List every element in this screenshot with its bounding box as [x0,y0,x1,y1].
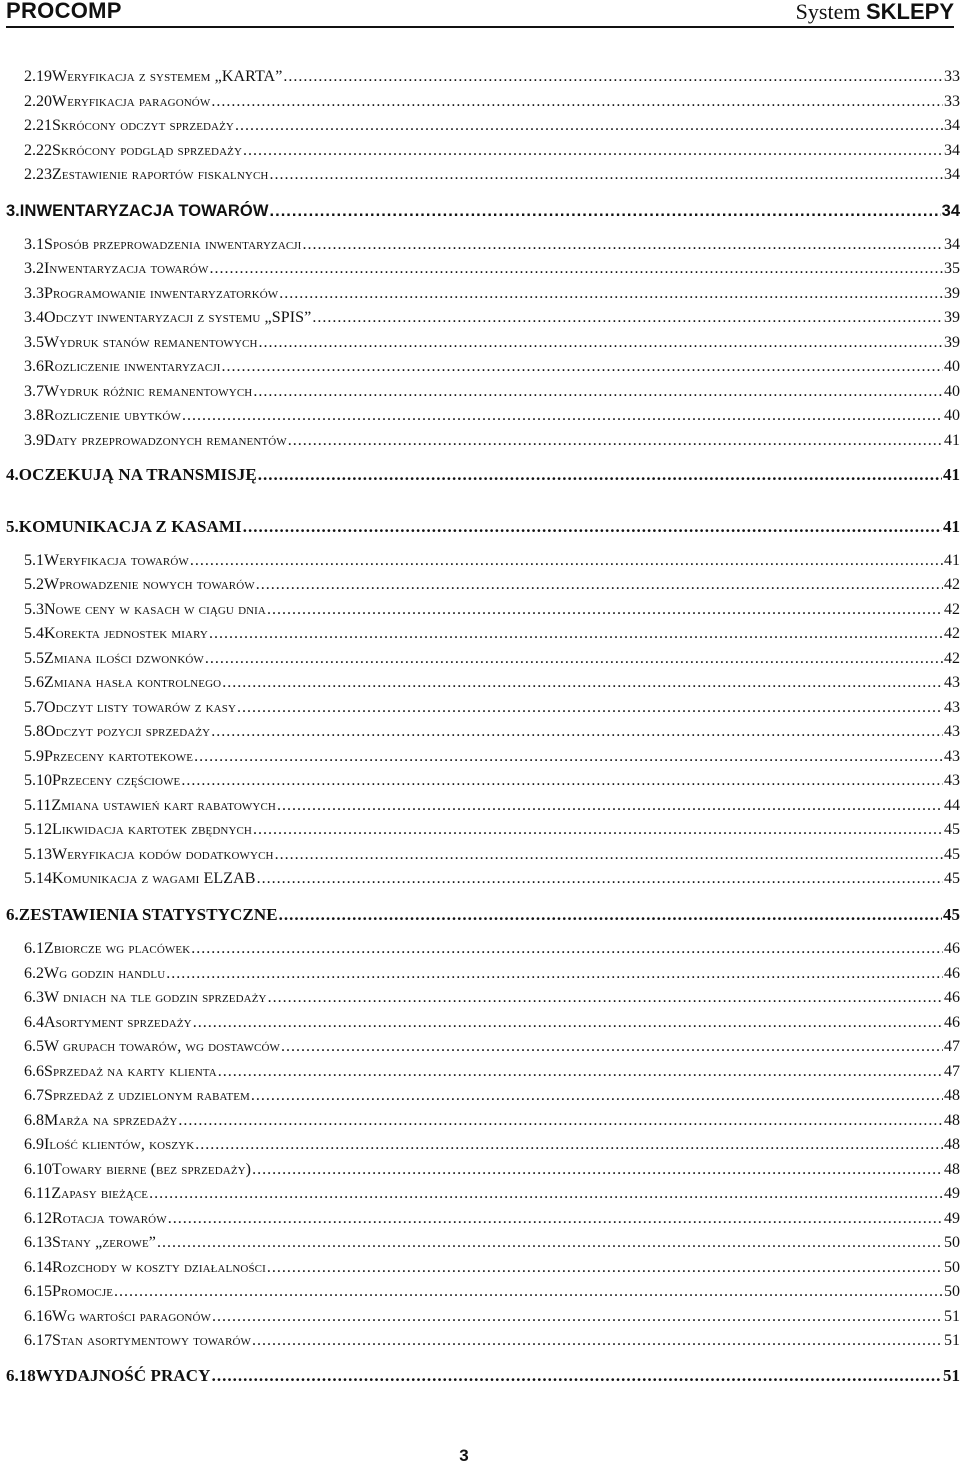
toc-entry[interactable] [24,870,960,888]
toc-entry-title: Ilość klientów, koszyk [44,1136,195,1153]
toc-entry-page: 35 [944,260,960,277]
toc-entry-number: 6.18 [6,1366,36,1385]
toc-entry-title: Zmiana ustawień kart rabatowych [51,797,276,814]
toc-entry-number: 5.12 [24,821,52,838]
toc-entry-page: 48 [944,1112,960,1129]
toc-entry[interactable] [6,905,960,925]
toc-entry-title: Sprzedaż na karty klienta [44,1063,217,1080]
toc-dot-leader [259,334,943,352]
toc-entry[interactable] [24,797,960,815]
toc-entry-page: 46 [944,940,960,957]
toc-entry[interactable] [24,699,960,717]
toc-entry[interactable] [24,1087,960,1105]
toc-entry-page: 44 [944,797,960,814]
toc-entry-page: 33 [944,68,960,85]
toc-entry-page: 43 [944,772,960,789]
toc-entry[interactable] [24,383,960,401]
toc-entry-page: 34 [944,142,960,159]
toc-dot-leader [256,576,943,594]
toc-entry-page: 39 [944,285,960,302]
toc-entry-number: 6. [6,905,19,924]
toc-entry[interactable] [6,202,960,221]
toc-entry[interactable] [24,1210,960,1228]
toc-entry-page: 42 [944,625,960,642]
toc-entry-page: 40 [944,407,960,424]
toc-dot-leader [268,989,943,1007]
toc-entry-page: 50 [944,1234,960,1251]
toc-entry-number: 6.3 [24,989,44,1006]
toc-entry-title: Weryfikacja paragonów [52,93,211,110]
toc-entry-number: 6.7 [24,1087,44,1104]
toc-entry[interactable] [6,1366,960,1386]
toc-entry-page: 45 [944,870,960,887]
toc-entry-title: Komunikacja z wagami ELZAB [52,870,256,887]
toc-entry-title: ZESTAWIENIA STATYSTYCZNE [18,905,278,924]
toc-entry-page: 51 [943,1366,960,1385]
toc-entry-number: 5.1 [24,552,44,569]
toc-dot-leader [258,465,942,485]
toc-entry-number: 5.14 [24,870,52,887]
toc-entry-number: 6.13 [24,1234,52,1251]
toc-entry-page: 41 [943,517,960,536]
toc-dot-leader [267,1259,943,1277]
toc-entry-title: Przeceny częściowe [52,772,181,789]
toc-entry-page: 46 [944,1014,960,1031]
toc-entry-number: 5.7 [24,699,44,716]
toc-entry-title: WYDAJNOŚĆ PRACY [35,1366,211,1385]
toc-entry-title: Odczyt pozycji sprzedaży [44,723,211,740]
toc-entry-title: Przeceny kartotekowe [44,748,194,765]
toc-dot-leader [243,142,943,160]
toc-entry-page: 50 [944,1259,960,1276]
toc-entry-number: 2.20 [24,93,52,110]
toc-dot-leader [237,699,943,717]
toc-entry-title: Rotacja towarów [52,1210,167,1227]
toc-entry-number: 4. [6,465,19,484]
toc-dot-leader [195,1136,943,1154]
toc-entry-number: 6.16 [24,1308,52,1325]
toc-dot-leader [194,748,943,766]
toc-dot-leader [222,674,943,692]
toc-dot-leader [209,625,943,643]
toc-entry-page: 49 [944,1210,960,1227]
toc-entry[interactable] [24,723,960,741]
toc-entry-number: 2.21 [24,117,52,134]
toc-entry-page: 48 [944,1136,960,1153]
toc-entry-title: Nowe ceny w kasach w ciągu dnia [44,601,266,618]
toc-entry-number: 5.3 [24,601,44,618]
toc-entry-number: 6.1 [24,940,44,957]
toc-entry[interactable] [24,1308,960,1326]
toc-entry[interactable] [24,1038,960,1056]
toc-dot-leader [166,965,943,983]
toc-entry-title: INWENTARYZACJA TOWARÓW [19,202,269,220]
toc-dot-leader [235,117,943,135]
toc-entry-number: 3.9 [24,432,44,449]
toc-entry[interactable] [24,1112,960,1130]
toc-dot-leader [312,309,943,327]
toc-entry-number: 5.5 [24,650,44,667]
toc-entry-number: 5.10 [24,772,52,789]
toc-entry-number: 5.11 [24,797,52,814]
toc-dot-leader [178,1112,943,1130]
toc-dot-leader [190,552,943,570]
toc-entry-title: Weryfikacja kodów dodatkowych [52,846,274,863]
toc-entry-number: 6.5 [24,1038,44,1055]
toc-entry[interactable] [24,601,960,619]
toc-dot-leader [157,1234,943,1252]
toc-dot-leader [252,1161,943,1179]
toc-dot-leader [281,1038,943,1056]
toc-entry-title: Zmiana ilości dzwonków [44,650,204,667]
toc-entry[interactable] [24,68,960,86]
toc-entry[interactable] [24,432,960,450]
toc-entry-number: 3.1 [24,236,44,253]
toc-entry-title: Rozchody w koszty działalności [52,1259,266,1276]
toc-entry-title: Odczyt inwentaryzacji z systemu „SPIS” [44,309,312,326]
toc-entry-number: 5. [6,517,19,536]
toc-entry-page: 45 [944,821,960,838]
toc-entry[interactable] [24,407,960,425]
toc-entry[interactable] [24,93,960,111]
toc-entry-page: 51 [944,1308,960,1325]
toc-entry-number: 6.6 [24,1063,44,1080]
toc-entry-title: Wydruk stanów remanentowych [44,334,258,351]
toc-entry[interactable] [24,1283,960,1301]
toc-entry-number: 3.6 [24,358,44,375]
toc-dot-leader [193,1014,943,1032]
toc-dot-leader [221,358,943,376]
toc-entry-page: 34 [944,166,960,183]
toc-entry-title: Zmiana hasła kontrolnego [44,674,222,691]
toc-entry-page: 34 [944,236,960,253]
toc-entry[interactable] [24,576,960,594]
toc-entry-title: Zestawienie raportów fiskalnych [52,166,269,183]
toc-entry-title: Asortyment sprzedaży [44,1014,192,1031]
toc-dot-leader [182,407,943,425]
toc-entry-page: 42 [944,601,960,618]
toc-entry[interactable] [24,142,960,160]
toc-entry[interactable] [24,821,960,839]
toc-entry[interactable] [24,358,960,376]
toc-entry-number: 5.9 [24,748,44,765]
toc-entry-number: 6.8 [24,1112,44,1129]
toc-entry[interactable] [24,334,960,352]
toc-entry[interactable] [24,772,960,790]
toc-entry-number: 3.8 [24,407,44,424]
toc-entry[interactable] [24,989,960,1007]
toc-entry-title: Wprowadzenie nowych towarów [44,576,255,593]
toc-entry[interactable] [24,309,960,327]
toc-entry-number: 6.14 [24,1259,52,1276]
toc-entry-title: Inwentaryzacja towarów [44,260,209,277]
toc-dot-leader [243,517,942,537]
toc-entry-title: Towary bierne (bez sprzedaży) [52,1161,252,1178]
toc-entry-title: Zapasy bieżące [51,1185,149,1202]
toc-entry-title: KOMUNIKACJA Z KASAMI [18,517,242,536]
toc-entry-title: Rozliczenie inwentaryzacji [44,358,221,375]
toc-entry-number: 6.11 [24,1185,52,1202]
toc-entry-number: 5.8 [24,723,44,740]
toc-entry-page: 34 [941,202,960,220]
toc-entry-title: Skrócony odczyt sprzedaży [52,117,234,134]
toc-entry[interactable] [24,940,960,958]
toc-entry[interactable] [24,674,960,692]
toc-entry[interactable] [24,965,960,983]
toc-entry-title: Wg wartości paragonów [52,1308,212,1325]
toc-entry-title: W dniach na tle godzin sprzedaży [44,989,267,1006]
toc-dot-leader [191,940,943,958]
toc-dot-leader [270,202,941,221]
toc-entry-title: OCZEKUJĄ NA TRANSMISJĘ [18,465,257,484]
toc-dot-leader [275,846,943,864]
toc-dot-leader [114,1283,943,1301]
toc-entry-page: 41 [944,432,960,449]
toc-entry-title: Daty przeprowadzonych remanentów [44,432,287,449]
toc-entry-number: 3. [6,202,20,220]
toc-entry[interactable] [24,1063,960,1081]
toc-entry[interactable] [24,1161,960,1179]
toc-entry-title: Stan asortymentowy towarów [52,1332,252,1349]
toc-entry[interactable] [24,166,960,184]
toc-entry-title: Skrócony podgląd sprzedaży [52,142,243,159]
toc-dot-leader [252,1332,943,1350]
toc-entry-title: Korekta jednostek miary [44,625,208,642]
toc-entry-page: 43 [944,674,960,691]
toc-entry-title: W grupach towarów, wg dostawców [44,1038,280,1055]
toc-entry[interactable] [24,1014,960,1032]
toc-entry-number: 6.12 [24,1210,52,1227]
toc-entry-title: Weryfikacja towarów [44,552,189,569]
toc-entry-page: 45 [944,846,960,863]
toc-entry-page: 42 [944,576,960,593]
toc-entry-number: 3.3 [24,285,44,302]
toc-entry[interactable] [24,846,960,864]
toc-entry-number: 3.7 [24,383,44,400]
toc-entry-number: 2.22 [24,142,52,159]
toc-entry-page: 49 [944,1185,960,1202]
toc-entry-number: 3.2 [24,260,44,277]
toc-entry[interactable] [24,748,960,766]
toc-entry-number: 3.4 [24,309,44,326]
toc-dot-leader [277,797,943,815]
toc-entry-title: Weryfikacja z systemem „KARTA” [52,68,283,85]
toc-dot-leader [205,650,943,668]
toc-entry-page: 48 [944,1161,960,1178]
toc-entry-page: 43 [944,748,960,765]
toc-entry-title: Zbiorcze wg placówek [44,940,191,957]
toc-dot-leader [257,870,943,888]
toc-entry-number: 3.5 [24,334,44,351]
toc-entry-page: 47 [944,1038,960,1055]
toc-entry-title: Likwidacja kartotek zbędnych [52,821,252,838]
toc-entry-number: 2.19 [24,68,52,85]
toc-entry[interactable] [24,236,960,254]
toc-dot-leader [212,1308,943,1326]
toc-entry[interactable] [24,1332,960,1350]
brand-name: PROCOMP [6,0,122,23]
toc-entry[interactable] [6,465,960,485]
toc-dot-leader [302,236,943,254]
toc-entry-page: 45 [943,905,960,924]
toc-dot-leader [181,772,943,790]
toc-entry-number: 5.2 [24,576,44,593]
toc-entry-title: Wydruk różnic remanentowych [44,383,253,400]
toc-entry-number: 6.9 [24,1136,44,1153]
toc-entry-title: Stany „zerowe” [52,1234,156,1251]
toc-entry[interactable] [24,552,960,570]
toc-entry-number: 6.4 [24,1014,44,1031]
toc-entry-page: 41 [943,465,960,484]
page-number: 3 [459,1446,469,1465]
toc-entry-title: Programowanie inwentaryzatorków [44,285,279,302]
toc-entry[interactable] [24,625,960,643]
toc-dot-leader [288,432,943,450]
toc-entry-page: 39 [944,309,960,326]
toc-entry-page: 40 [944,358,960,375]
toc-dot-leader [168,1210,943,1228]
toc-entry[interactable] [24,650,960,668]
toc-entry-number: 5.4 [24,625,44,642]
toc-entry[interactable] [24,1234,960,1252]
toc-entry-title: Rozliczenie ubytków [44,407,181,424]
toc-dot-leader [209,260,943,278]
toc-entry-number: 5.6 [24,674,44,691]
toc-entry-number: 2.23 [24,166,52,183]
toc-entry-title: Marża na sprzedaży [44,1112,178,1129]
toc-entry-number: 6.17 [24,1332,52,1349]
toc-entry-number: 5.13 [24,846,52,863]
toc-dot-leader [279,905,942,925]
toc-dot-leader [251,1087,943,1105]
toc-dot-leader [253,383,943,401]
toc-dot-leader [212,1366,942,1386]
toc-entry[interactable] [24,1185,960,1203]
toc-dot-leader [211,93,943,111]
toc-entry-title: Wg godzin handlu [44,965,166,982]
toc-entry-number: 6.10 [24,1161,52,1178]
toc-entry-page: 41 [944,552,960,569]
toc-dot-leader [218,1063,943,1081]
toc-entry-page: 33 [944,93,960,110]
toc-entry-page: 34 [944,117,960,134]
toc-dot-leader [269,166,943,184]
toc-dot-leader [253,821,943,839]
toc-entry-number: 6.2 [24,965,44,982]
toc-entry-page: 43 [944,723,960,740]
toc-entry-page: 43 [944,699,960,716]
toc-dot-leader [267,601,943,619]
toc-entry-page: 51 [944,1332,960,1349]
toc-entry-page: 46 [944,989,960,1006]
toc-entry-number: 6.15 [24,1283,52,1300]
toc-entry-page: 48 [944,1087,960,1104]
system-title: SKLEPY [865,0,954,24]
toc-entry-title: Promocje [52,1283,114,1300]
toc-entry-title: Sposób przeprowadzenia inwentaryzacji [44,236,302,253]
toc-dot-leader [283,68,943,86]
toc-entry-title: Odczyt listy towarów z kasy [44,699,236,716]
toc-dot-leader [279,285,943,303]
toc-entry-page: 39 [944,334,960,351]
toc-dot-leader [211,723,943,741]
toc-entry-page: 50 [944,1283,960,1300]
toc-entry-title: Sprzedaż z udzielonym rabatem [44,1087,250,1104]
toc-entry[interactable] [24,1259,960,1277]
toc-entry-page: 42 [944,650,960,667]
toc-dot-leader [149,1185,943,1203]
toc-entry[interactable] [24,260,960,278]
toc-entry[interactable] [6,517,960,537]
toc-entry[interactable] [24,1136,960,1154]
toc-entry-page: 40 [944,383,960,400]
system-prefix: System [795,0,861,24]
toc-entry[interactable] [24,285,960,303]
toc-entry-page: 47 [944,1063,960,1080]
toc-entry-page: 46 [944,965,960,982]
toc-entry[interactable] [24,117,960,135]
